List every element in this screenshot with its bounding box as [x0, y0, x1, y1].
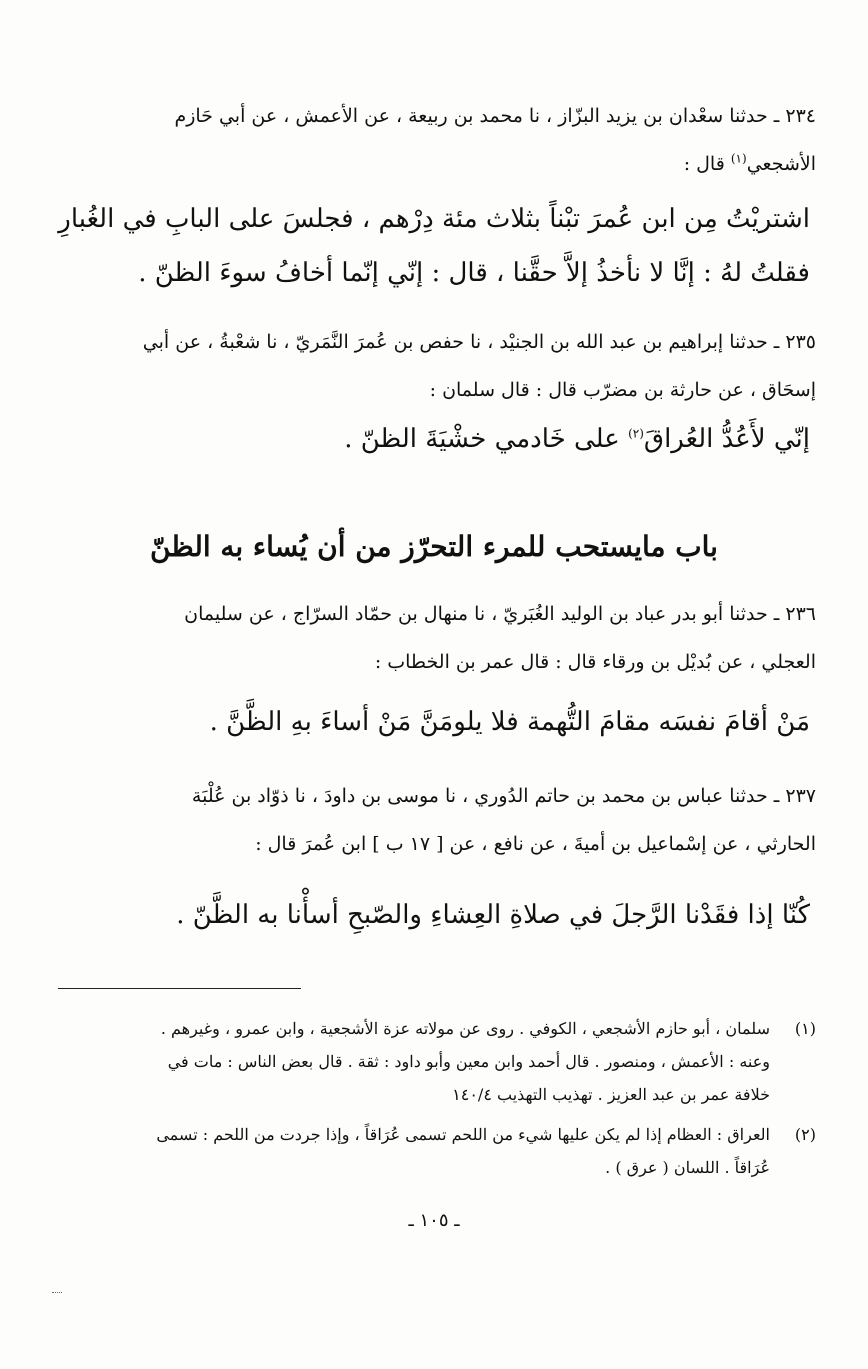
hadith-235-isnad — [52, 318, 816, 414]
isnad-line: ٢٣٤ ـ حدثنا سعْدان بن يزيد البزّاز ، نا محمد بن ربيعة ، عن الأعمش ، عن أبي حَازم — [174, 105, 816, 127]
matn-text: إنّي لأَعُدُّ العُراقَ — [643, 424, 810, 454]
footnote-text — [52, 1118, 770, 1184]
matn-line: كُنّا إذا فقَدْنا الرَّجلَ في صلاةِ العِشاءِ والصّبحِ أسأْنا به الظَّنّ . — [176, 900, 810, 930]
page-number: ـ ١٠٥ ـ — [408, 1210, 460, 1231]
footnote-number: (٢) — [794, 1125, 816, 1144]
hadith-236-matn — [52, 695, 810, 749]
footnote-line: عُرَاقاً . اللسان ( عرق ) . — [605, 1158, 770, 1177]
footnote-2 — [52, 1118, 816, 1184]
matn-text: على خَادمي خشْيَةَ الظنّ . — [344, 424, 629, 454]
hadith-236-isnad — [52, 590, 816, 686]
matn-line: مَنْ أقامَ نفسَه مقامَ التُّهمة فلا يلومَنَّ مَنْ أساءَ بهِ الظَّنَّ . — [209, 707, 810, 737]
hadith-234-matn — [52, 192, 810, 300]
footnote-line: سلمان ، أبو حازم الأشجعي ، الكوفي . روى عن مولاته عزة الأشجعية ، وابن عمرو ، وغيرهم . — [160, 1019, 770, 1038]
hadith-237-matn — [52, 888, 810, 942]
hadith-237-isnad — [52, 772, 816, 868]
footnote-ref: (٢) — [628, 426, 644, 441]
narrator-name: الأشجعي — [746, 153, 816, 175]
isnad-tail: قال : — [683, 153, 731, 175]
scan-mark — [52, 1292, 62, 1293]
hadith-235-matn — [52, 412, 810, 466]
footnote-line: خلافة عمر بن عبد العزيز . تهذيب التهذيب ١٤٠/٤ — [452, 1085, 770, 1104]
hadith-234-isnad — [52, 92, 816, 188]
footnote-ref: (١) — [730, 151, 747, 166]
isnad-line: ٢٣٥ ـ حدثنا إبراهيم بن عبد الله بن الجنيْد ، نا حفص بن عُمرَ النَّمَريّ ، نا شعْبةُ ، عن أبي — [142, 331, 816, 353]
isnad-line: العجلي ، عن بُديْل بن ورقاء قال : قال عمر بن الخطاب : — [374, 651, 816, 673]
matn-line — [52, 412, 810, 466]
matn-line: فقلتُ لهُ : إنَّا لا نأخذُ إلاَّ حقَّنا ، قال : إنّي إنّما أخافُ سوءَ الظنّ . — [138, 258, 810, 288]
footnote-number: (١) — [794, 1019, 816, 1038]
chapter-heading: باب مايستحب للمرء التحرّز من أن يُساء به الظنّ — [150, 530, 718, 563]
isnad-line — [52, 140, 816, 188]
isnad-line: ٢٣٧ ـ حدثنا عباس بن محمد بن حاتم الدُوري ، نا موسى بن داودَ ، نا ذوّاد بن عُلْبَة — [191, 785, 816, 807]
footnote-divider — [58, 988, 301, 989]
isnad-line: ٢٣٦ ـ حدثنا أبو بدر عباد بن الوليد الغُبَريّ ، نا منهال بن حمّاد السرّاج ، عن سليمان — [184, 603, 816, 625]
isnad-line: الحارثي ، عن إسْماعيل بن أميةَ ، عن نافع ، عن [ ١٧ ب ] ابن عُمرَ قال : — [255, 833, 816, 855]
footnote-line: وعنه : الأعمش ، ومنصور . قال أحمد وابن معين وأبو داود : ثقة . قال بعض الناس : مات في — [167, 1052, 770, 1071]
matn-line: اشتريْتُ مِن ابن عُمرَ تبْناً بثلاث مئة دِرْهم ، فجلسَ على البابِ في الغُبارِ — [58, 204, 810, 234]
footnote-text — [52, 1012, 770, 1111]
isnad-line: إسحَاق ، عن حارثة بن مضرّب قال : قال سلمان : — [429, 379, 816, 401]
footnote-1 — [52, 1012, 816, 1111]
footnote-line: العراق : العظام إذا لم يكن عليها شيء من اللحم تسمى عُرَاقاً ، وإذا جردت من اللحم : تسمى — [156, 1125, 770, 1144]
